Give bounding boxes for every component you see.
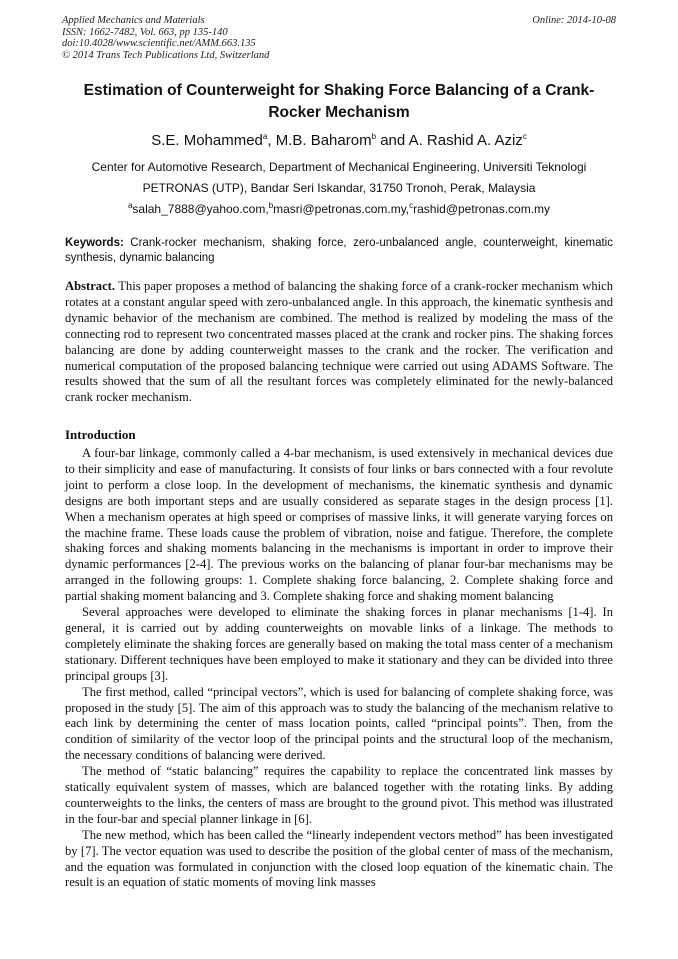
email-superscript: a: [127, 201, 133, 210]
copyright-line: © 2014 Trans Tech Publications Ltd, Switzerland: [62, 49, 270, 61]
intro-paragraph: The first method, called “principal vectors”, which is used for balancing of complete shaking force, was proposed in the study [5]. The aim of this approach was to study the balancing of the mechanism relative to each link by determining the center of mass location points, called “principal points”. Then, from the condition of similarity of the vector loop of the principal points and the structural loop of the mechanism, the necessary conditions of balancing were derived.: [65, 684, 613, 763]
intro-paragraph: The method of “static balancing” requires the capability to replace the concentrated link masses by statically equivalent system of masses, which are balanced together with the rotating links. By adding counterweights to the links, the centers of mass are brought to the ground pivot. This method was illustrated in the four-bar and special planner linkage in [6].: [65, 764, 613, 826]
author-superscript: a: [262, 132, 268, 141]
author-name: M.B. Baharom: [275, 132, 372, 149]
abstract-label: Abstract.: [65, 279, 116, 293]
author-superscript: c: [522, 132, 527, 141]
doi-line: doi:10.4028/www.scientific.net/AMM.663.135: [62, 38, 256, 49]
author-name: S.E. Mohammed: [151, 132, 263, 149]
section-heading-introduction: Introduction: [65, 427, 136, 442]
author-separator: and: [376, 132, 409, 149]
keywords-text: Crank-rocker mechanism, shaking force, zero-unbalanced angle, counterweight, kinematic synthesis, dynamic balancing: [65, 237, 613, 264]
intro-paragraph: Several approaches were developed to eliminate the shaking forces in planar mechanisms [1-4]. In general, it is carried out by adding counterweights on movable links of a linkage. The methods to completely eliminate the shaking forces are generally based on making the total mass center of a mechanism stationary. Different techniques have been employed to make it stationary and they can be divided into three principal groups [3].: [65, 605, 613, 683]
email-superscript: b: [268, 201, 274, 210]
author-emails: [62, 201, 616, 217]
author-name: A. Rashid A. Aziz: [408, 132, 523, 149]
intro-paragraph: The new method, which has been called the “linearly independent vectors method” has been investigated by [7]. The vector equation was used to describe the position of the global center of mass of the mechanism, and the equation was formulated in conjunction with the closed loop equation of the kinematic chain. The result is an equation of static moments of moving link masses: [65, 827, 613, 890]
affiliation-line: PETRONAS (UTP), Bandar Seri Iskandar, 31750 Tronoh, Perak, Malaysia: [142, 181, 536, 195]
email-link[interactable]: masri@petronas.com.my,: [273, 202, 410, 216]
paper-title: Estimation of Counterweight for Shaking Force Balancing of a Crank-Rocker Mechanism: [83, 82, 595, 121]
issn-line: ISSN: 1662-7482, Vol. 663, pp 135-140: [62, 26, 228, 38]
keywords-block: [65, 236, 613, 266]
email-link[interactable]: salah_7888@yahoo.com,: [132, 202, 269, 216]
journal-header: [62, 15, 616, 61]
abstract-block: [65, 279, 613, 406]
keywords-label: Keywords:: [65, 237, 124, 249]
email-superscript: c: [409, 201, 414, 210]
affiliation: [62, 157, 616, 199]
abstract-text: This paper proposes a method of balancing the shaking force of a crank-rocker mechanism which rotates at a constant angular speed with zero-unbalanced angle. In this approach, the kinematic synthesis and dynamic behavior of the mechanism are combined. The method is realized by modeling the mass of the connecting rod to represent two concentrated masses placed at the crank and rocker pins. The shaking forces balancing are done by adding counterweight masses to the crank and the rocker. The verification and numerical computation of the proposed balancing technique were carried out using ADAMS Software. The results showed that the sum of all the resultant forces was completely eliminated for the newly-balanced crank rocker mechanism.: [65, 279, 614, 405]
journal-name: Applied Mechanics and Materials: [62, 15, 205, 26]
introduction-body: [65, 446, 613, 891]
author-list: [62, 132, 616, 150]
intro-paragraph: A four-bar linkage, commonly called a 4-bar mechanism, is used extensively in mechanical devices due to their simplicity and ease of manufacturing. It consists of four links or bars connected with a four revolute joint to perform a close loop. In the development of mechanisms, the kinematic synthesis and dynamic designs are both important steps and are usually considered as separate stages in the design process [1]. When a mechanism operates at high speed or comprises of massive links, it will generate varying forces on the machine frame. These loads cause the problem of vibration, noise and fatigue. Therefore, the complete shaking forces and shaking moments balancing in the mechanisms is important in order to improve their dynamic performances [2-4]. The previous works on the balancing of planar four-bar mechanisms may be arranged in the following groups: 1. Complete shaking force balancing, 2. Complete shaking force and partial shaking moment balancing and 3. Complete shaking force and shaking moment balancing: [65, 446, 613, 604]
online-date: Online: 2014-10-08: [532, 15, 616, 26]
author-separator: ,: [267, 132, 276, 149]
email-link[interactable]: rashid@petronas.com.my: [413, 202, 551, 216]
author-superscript: b: [371, 132, 377, 141]
abstract-paragraph: [65, 279, 613, 406]
affiliation-line: Center for Automotive Research, Department of Mechanical Engineering, Universiti Teknologi: [91, 160, 587, 174]
